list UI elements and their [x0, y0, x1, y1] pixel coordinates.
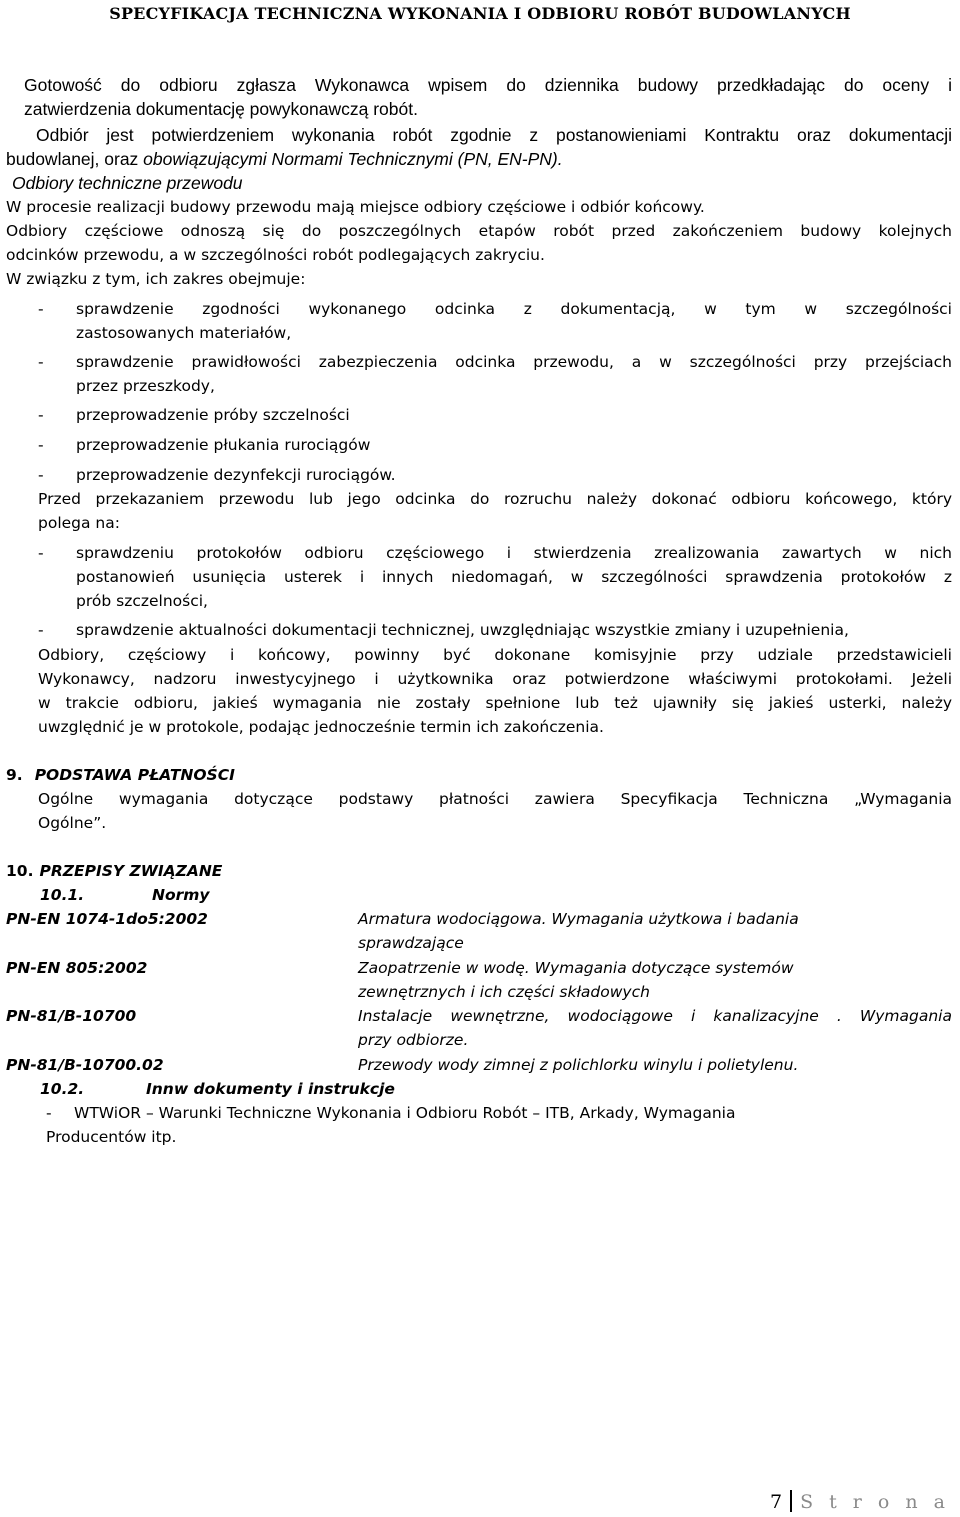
norm-code: PN-EN 1074-1do5:2002: [6, 910, 208, 928]
list-item: - sprawdzenie prawidłowości zabezpieczenia odcinka przewodu, a w szczególności przy przejściach przez przeszkody,: [38, 353, 952, 395]
section-10-heading: [6, 859, 222, 883]
page-number: 7: [769, 1491, 783, 1513]
norm-description: Przewody wody zimnej z polichlorku winylu i polietylenu.: [358, 1056, 799, 1074]
commission-paragraph: Odbiory, częściowy i końcowy, powinny być dokonane komisyjnie przy udziale przedstawicieli Wykonawcy, nadzoru inwestycyjnego i użytkownika oraz potwierdzone właściwymi protokołami. Jeżeli w trakcie odbioru, jakieś wymagania nie zostały spełnione lub też ujawniły się jakieś usterki, należy uwzględnić je w protokole, podając jednocześnie termin ich zakończenia.: [38, 646, 952, 736]
intro-odbior: [6, 123, 952, 171]
norm-code: PN-81/B-10700.02: [6, 1056, 164, 1074]
norm-description: Zaopatrzenie w wodę. Wymagania dotyczące systemów zewnętrznych i ich części składowych: [358, 959, 794, 1001]
subsection-10-2-title: Innw dokumenty i instrukcje: [146, 1080, 395, 1098]
page-label: S t r o n a: [800, 1491, 950, 1513]
subsection-10-2-number: 10.2.: [40, 1080, 85, 1098]
intro-line-1: Gotowość do odbioru zgłasza Wykonawca wpisem do dziennika budowy przedkładając do oceny i: [24, 75, 952, 95]
norm-description: Armatura wodociągowa. Wymagania użytkowa i badania sprawdzające: [358, 910, 799, 952]
section-title: PODSTAWA PŁATNOŚCI: [34, 766, 235, 784]
odbiory-heading: Odbiory techniczne przewodu: [12, 173, 243, 193]
subsection-10-1-title: Normy: [152, 886, 210, 904]
section-number: 10.: [6, 862, 34, 880]
final-acceptance-intro: Przed przekazaniem przewodu lub jego odcinka do rozruchu należy dokonać odbioru końcowego, który polega na:: [38, 490, 952, 532]
norm-code: PN-81/B-10700: [6, 1007, 137, 1025]
subsection-10-1-number: 10.1.: [40, 886, 85, 904]
list-item: - sprawdzenie zgodności wykonanego odcinka z dokumentacją, w tym w szczególności zastosowanych materiałów,: [38, 300, 952, 342]
intro-line-3: Odbiór jest potwierdzeniem wykonania robót zgodnie z postanowieniami Kontraktu oraz dokumentacji: [36, 125, 952, 145]
section-title: PRZEPISY ZWIĄZANE: [39, 862, 223, 880]
section-number: 9.: [6, 766, 23, 784]
odbiory-p2-line-1: Odbiory częściowe odnoszą się do poszczególnych etapów robót przed zakończeniem budowy kolejnych: [6, 222, 952, 240]
list-item: - przeprowadzenie płukania rurociągów: [38, 436, 371, 454]
footer-separator: [790, 1490, 792, 1512]
page-footer: [770, 1490, 950, 1513]
document-header-title: SPECYFIKACJA TECHNICZNA WYKONANIA I ODBIORU ROBÓT BUDOWLANYCH: [109, 4, 851, 23]
section-9-text: Ogólne wymagania dotyczące podstawy płatności zawiera Specyfikacja Techniczna „Wymagania Ogólne”.: [38, 790, 952, 832]
odbiory-p2-line-2: odcinków przewodu, a w szczególności robót podlegających zakryciu.: [6, 246, 545, 264]
documents-list-item: - WTWiOR – Warunki Techniczne Wykonania i Odbioru Robót – ITB, Arkady, Wymagania Producentów itp.: [46, 1104, 736, 1146]
list-item: - przeprowadzenie dezynfekcji rurociągów.: [38, 466, 396, 484]
norm-code: PN-EN 805:2002: [6, 959, 148, 977]
odbiory-paragraphs: [6, 195, 952, 291]
final-acceptance-list: [38, 541, 952, 642]
odbiory-p3: W związku z tym, ich zakres obejmuje:: [6, 270, 306, 288]
section-9-heading: [6, 763, 235, 787]
scope-list: [38, 297, 952, 487]
list-item: - przeprowadzenie próby szczelności: [38, 406, 350, 424]
list-item: - sprawdzenie aktualności dokumentacji technicznej, uwzględniając wszystkie zmiany i uzupełnienia,: [38, 621, 849, 639]
intro-line-4: budowlanej, oraz obowiązującymi Normami Technicznymi (PN, EN-PN).: [6, 149, 563, 169]
odbiory-p1: W procesie realizacji budowy przewodu mają miejsce odbiory częściowe i odbiór końcowy.: [6, 198, 705, 216]
intro-line-2: zatwierdzenia dokumentację powykonawczą robót.: [24, 99, 418, 119]
norm-description: Instalacje wewnętrzne, wodociągowe i kanalizacyjne . Wymagania przy odbiorze.: [358, 1007, 952, 1049]
list-item: - sprawdzeniu protokołów odbioru częściowego i stwierdzenia zrealizowania zawartych w nich postanowień usunięcia usterek i innych niedomagań, w szczególności sprawdzenia protokołów z prób szczelności,: [38, 544, 952, 610]
intro-section: [24, 73, 952, 121]
